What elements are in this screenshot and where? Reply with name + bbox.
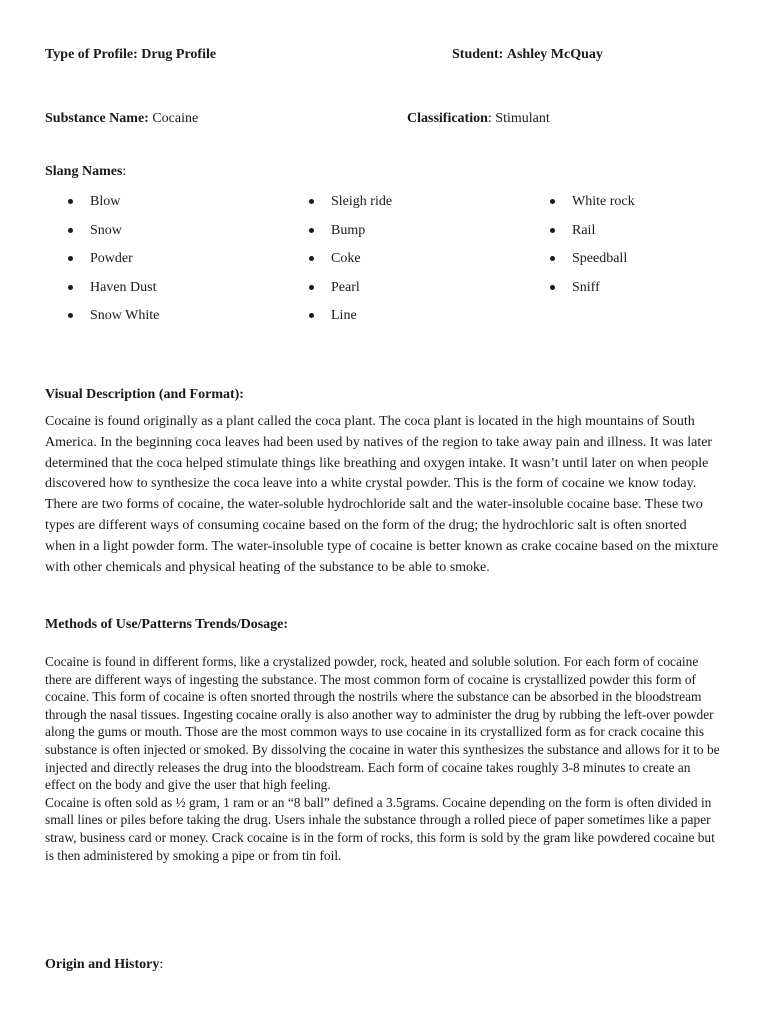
- list-item: [68, 219, 159, 248]
- bullet-icon: [309, 199, 314, 204]
- profile-type: [45, 47, 216, 63]
- bullet-icon: [309, 313, 314, 318]
- list-item: [309, 304, 392, 333]
- student-label: Student:: [452, 47, 504, 62]
- visual-description-body: Cocaine is found originally as a plant called the coca plant. The coca plant is located in the high mountains of South America. In the beginning coca leaves had been used by natives of the region to take away pain and illness. It was later determined that the coca helped stimulate things like breathing and oxygen intake. It wasn’t until later on when people discovered how to synthesize the coca leave into a white crystal powder. This is the form of cocaine we know today. There are two forms of cocaine, the water-soluble hydrochloride salt and the water-insoluble cocaine base. These two types are different ways of consuming cocaine based on the form of the drug; the hydrochloric salt is often snorted when in a light powder form. The water-insoluble type of cocaine is better known as crake cocaine based on the mixture with other chemicals and physical heating of the substance to be able to smoke.: [45, 414, 719, 575]
- methods-heading: [45, 617, 288, 633]
- slang-name: White rock: [572, 194, 635, 209]
- methods-body: [45, 653, 720, 864]
- list-item: [68, 276, 159, 305]
- slang-heading-label: Slang Names: [45, 164, 123, 179]
- substance-name-label: Substance Name:: [45, 111, 149, 126]
- slang-name: Snow White: [90, 308, 160, 324]
- substance-name-value: Cocaine: [152, 111, 199, 126]
- slang-name: Sniff: [572, 279, 600, 295]
- methods-paragraph-2: Cocaine is often sold as ½ gram, 1 ram or an “8 ball” defined a 3.5grams. Cocaine depending on the form is often divided in small lines or piles before taking the drug. Users inhale the substance through a rolled piece of paper sometimes like a paper straw, business card or money. Crack cocaine is in the form of rocks, this form is sold by the gram like powdered cocaine but is then administered by smoking a pipe or from tin foil.: [45, 794, 715, 863]
- origin-heading-label: Origin and History: [45, 957, 160, 972]
- visual-description-heading-text: Visual Description (and Format):: [45, 387, 244, 402]
- slang-name: Line: [331, 308, 357, 324]
- bullet-icon: [550, 199, 555, 204]
- classification-value: : Stimulant: [487, 111, 550, 126]
- profile-type-label: Type of Profile:: [45, 47, 138, 62]
- slang-name: Pearl: [331, 279, 360, 295]
- slang-name: Rail: [572, 222, 596, 238]
- slang-name: Coke: [331, 251, 361, 267]
- slang-name: Snow: [90, 222, 122, 238]
- bullet-icon: [309, 228, 314, 233]
- slang-column-3: [550, 190, 635, 304]
- list-item: [68, 190, 159, 219]
- slang-name: Bump: [331, 222, 366, 238]
- bullet-icon: [309, 256, 314, 261]
- slang-heading: [45, 164, 126, 180]
- substance-name: [45, 111, 198, 127]
- bullet-icon: [550, 256, 555, 261]
- origin-heading-colon: :: [159, 957, 164, 972]
- list-item: [550, 276, 635, 305]
- slang-name: Sleigh ride: [331, 194, 393, 209]
- slang-name: Speedball: [572, 251, 628, 267]
- bullet-icon: [68, 256, 73, 261]
- slang-name: Haven Dust: [90, 279, 157, 295]
- student-name: Ashley McQuay: [506, 47, 603, 62]
- list-item: [550, 190, 635, 219]
- list-item: [309, 247, 392, 276]
- slang-name: Blow: [90, 194, 121, 209]
- list-item: [550, 247, 635, 276]
- bullet-icon: [68, 313, 73, 318]
- slang-heading-colon: :: [122, 164, 127, 179]
- student: [452, 47, 603, 63]
- list-item: [309, 190, 392, 219]
- list-item: [68, 304, 159, 333]
- classification: [407, 111, 550, 127]
- profile-type-value: Drug Profile: [141, 47, 217, 62]
- bullet-icon: [68, 199, 73, 204]
- list-item: [309, 219, 392, 248]
- bullet-icon: [68, 285, 73, 290]
- bullet-icon: [68, 228, 73, 233]
- list-item: [550, 219, 635, 248]
- methods-paragraph-1: Cocaine is found in different forms, like a crystalized powder, rock, heated and soluble solution. For each form of cocaine there are different ways of ingesting the substance. The most common form of cocaine is crystallized powder this form of cocaine. This form of cocaine is often snorted through the nostrils where the substance can be absorbed in the bloodstream through the nasal tissues. Ingesting cocaine orally is also another way to administer the drug by rubbing the left-over powder along the gums or mouth. Those are the most common ways to use cocaine in its crystallized form as for crack cocaine this substance is often injected or smoked. By dissolving the cocaine in water this synthesizes the substance and allows for it to be injected and directly releases the drug into the bloodstream. Each form of cocaine takes roughly 3-8 minutes to create an effect on the body and give the user that high feeling.: [45, 654, 720, 793]
- visual-description-heading: [45, 387, 244, 403]
- slang-name: Powder: [90, 251, 133, 267]
- bullet-icon: [550, 228, 555, 233]
- slang-column-1: [68, 190, 159, 333]
- methods-heading-text: Methods of Use/Patterns Trends/Dosage:: [45, 617, 289, 632]
- slang-column-2: [309, 190, 392, 333]
- list-item: [68, 247, 159, 276]
- bullet-icon: [309, 285, 314, 290]
- origin-heading: [45, 957, 163, 973]
- list-item: [309, 276, 392, 305]
- classification-label: Classification: [407, 111, 488, 126]
- bullet-icon: [550, 285, 555, 290]
